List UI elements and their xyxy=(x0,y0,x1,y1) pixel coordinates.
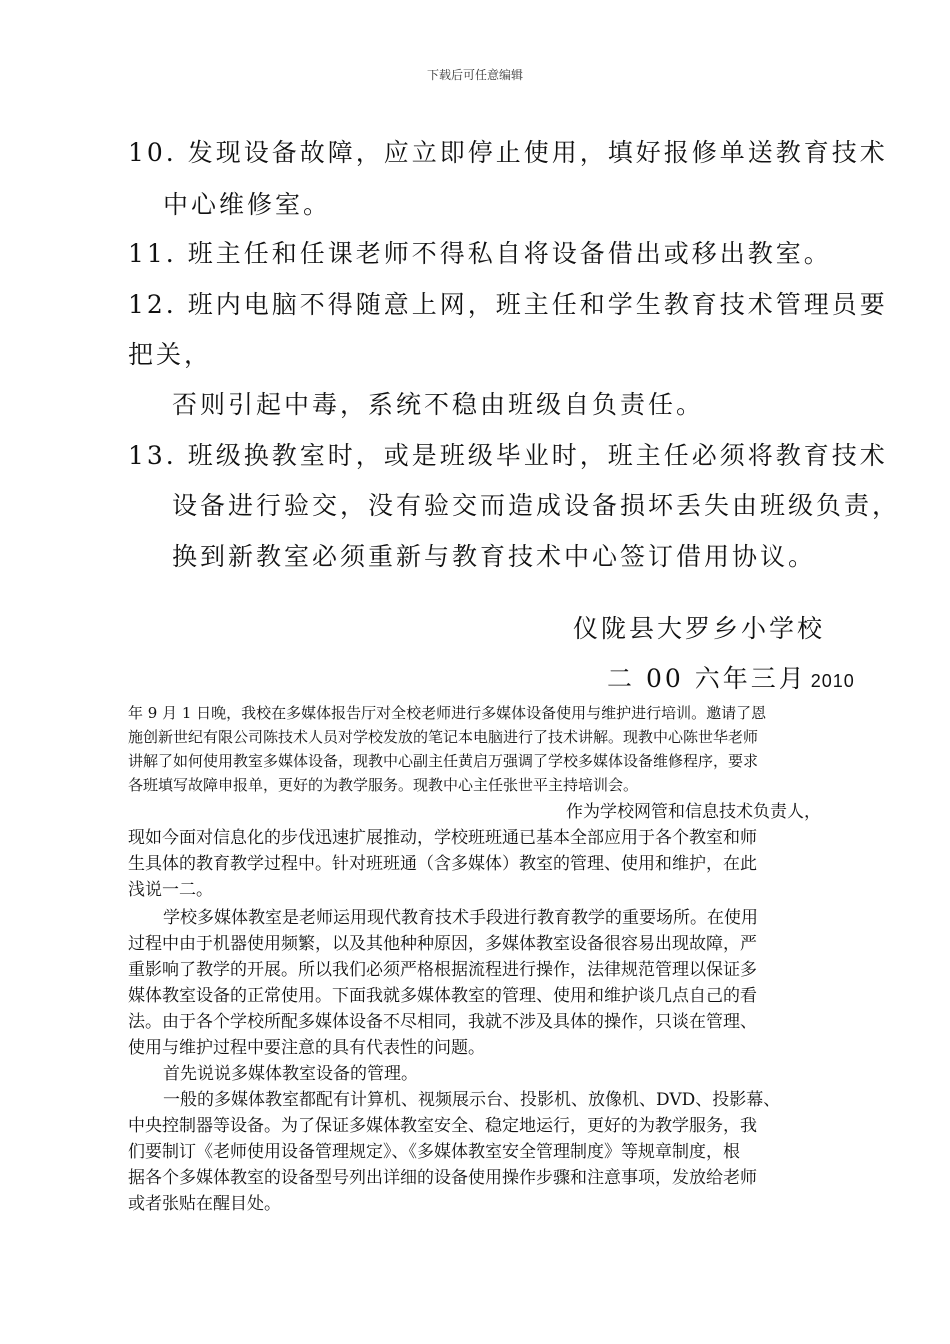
rule-10-line-1: 10. 发现设备故障，应立即停止使用，填好报修单送教育技术 xyxy=(128,138,888,167)
essay-line: 媒体教室设备的正常使用。下面我就多媒体教室的管理、使用和维护谈几点自己的看 xyxy=(128,986,757,1006)
signature-year-tail: 2010 xyxy=(810,671,855,691)
essay-line: 一般的多媒体教室都配有计算机、视频展示台、投影机、放像机、DVD、投影幕、 xyxy=(163,1090,781,1110)
essay-line: 作为学校网管和信息技术负责人， xyxy=(566,802,821,822)
rule-13-line-3: 换到新教室必须重新与教育技术中心签订借用协议。 xyxy=(172,542,817,571)
essay-line: 们要制订《老师使用设备管理规定》、《多媒体教室安全管理制度》等规章制度，根 xyxy=(128,1142,740,1162)
rule-10-line-2: 中心维修室。 xyxy=(163,190,332,219)
rule-12-line-3: 否则引起中毒，系统不稳由班级自负责任。 xyxy=(172,390,705,419)
rule-12-line-1: 12. 班内电脑不得随意上网，班主任和学生教育技术管理员要 xyxy=(128,290,888,319)
essay-line: 现如今面对信息化的步伐迅速扩展推动，学校班班通已基本全部应用于各个教室和师 xyxy=(128,828,757,848)
rule-11: 11. 班主任和任课老师不得私自将设备借出或移出教室。 xyxy=(128,239,832,268)
essay-line: 浅说一二。 xyxy=(128,880,213,900)
rule-13-line-1: 13. 班级换教室时，或是班级毕业时，班主任必须将教育技术 xyxy=(128,441,888,470)
news-line: 讲解了如何使用教室多媒体设备，现教中心副主任黄启万强调了学校多媒体设备维修程序，要求 xyxy=(128,752,759,770)
essay-line: 首先说说多媒体教室设备的管理。 xyxy=(163,1064,418,1084)
page-header-note: 下载后可任意编辑 xyxy=(426,68,523,82)
news-line: 各班填写故障申报单，更好的为教学服务。现教中心主任张世平主持培训会。 xyxy=(128,776,639,794)
signature-school: 仪陇县大罗乡小学校 xyxy=(573,614,826,643)
essay-line: 中央控制器等设备。为了保证多媒体教室安全、稳定地运行，更好的为教学服务，我 xyxy=(128,1116,757,1136)
signature-date xyxy=(607,659,855,695)
essay-line: 生具体的教育教学过程中。针对班班通（含多媒体）教室的管理、使用和维护，在此 xyxy=(128,854,757,874)
essay-line: 法。由于各个学校所配多媒体设备不尽相同，我就不涉及具体的操作，只谈在管理、 xyxy=(128,1012,757,1032)
essay-line: 重影响了教学的开展。所以我们必须严格根据流程进行操作，法律规范管理以保证多 xyxy=(128,960,757,980)
essay-line: 使用与维护过程中要注意的具有代表性的问题。 xyxy=(128,1038,485,1058)
news-line: 施创新世纪有限公司陈技术人员对学校发放的笔记本电脑进行了技术讲解。现教中心陈世华老师 xyxy=(128,728,759,746)
news-line: 年 9 月 1 日晚，我校在多媒体报告厅对全校老师进行多媒体设备使用与维护进行培训。邀请了恩 xyxy=(128,704,767,722)
signature-date-text: 二 00 六年三月 xyxy=(607,664,807,693)
rule-12-line-2: 把关， xyxy=(128,340,213,369)
rule-13-line-2: 设备进行验交，没有验交而造成设备损坏丢失由班级负责， xyxy=(172,491,901,520)
essay-line: 过程中由于机器使用频繁，以及其他种种原因，多媒体教室设备很容易出现故障，严 xyxy=(128,934,757,954)
essay-line: 据各个多媒体教室的设备型号列出详细的设备使用操作步骤和注意事项，发放给老师 xyxy=(128,1168,757,1188)
essay-line: 学校多媒体教室是老师运用现代教育技术手段进行教育教学的重要场所。在使用 xyxy=(163,908,758,928)
essay-line: 或者张贴在醒目处。 xyxy=(128,1194,281,1214)
